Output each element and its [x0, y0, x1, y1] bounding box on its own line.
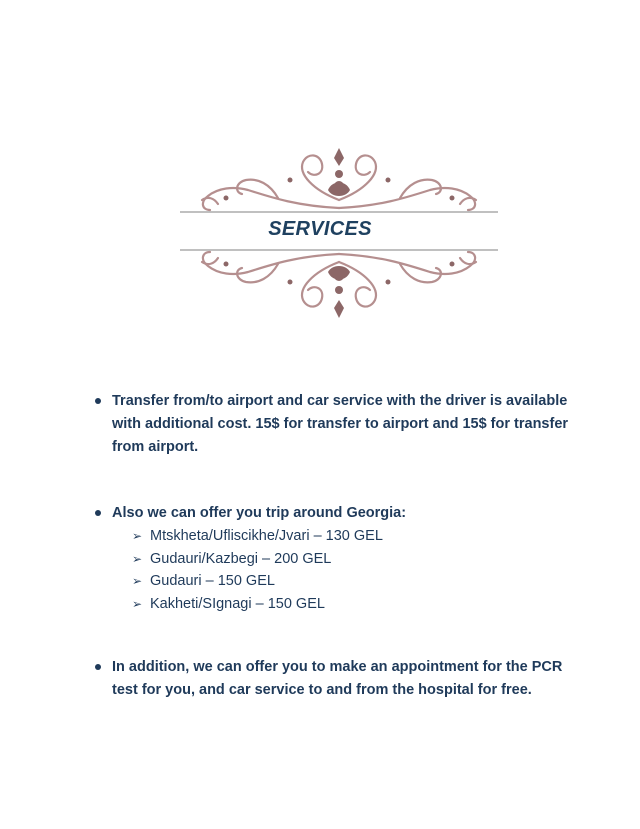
service-transfer-text: Transfer from/to airport and car service with the driver is available with additional cost. 15$ for transfer to airport and 15$ for transfer from airport. [112, 393, 569, 455]
list-item [92, 656, 572, 702]
arrow-bullet-icon: ➢ [132, 596, 143, 611]
list-item [92, 390, 572, 459]
trip-list [112, 525, 406, 615]
trip-item: ➢ Mtskheta/Ufliscikhe/Jvari – 130 GEL [112, 525, 406, 548]
bullet-icon [95, 398, 101, 404]
list-item [92, 502, 406, 615]
trip-item: ➢ Kakheti/SIgnagi – 150 GEL [112, 593, 406, 616]
arrow-bullet-icon: ➢ [132, 574, 143, 588]
page-title: SERVICES [268, 218, 372, 240]
trip-item: ➢ Gudauri/Kazbegi – 200 GEL [112, 548, 406, 571]
service-trips-text: Also we can offer you trip around Georgia: [112, 505, 407, 521]
arrow-bullet-icon: ➢ [132, 529, 143, 543]
trip-item: ➢ Gudauri – 150 GEL [112, 570, 406, 593]
arrow-bullet-icon: ➢ [132, 551, 143, 566]
bullet-icon [95, 664, 101, 670]
service-pcr-text: In addition, we can offer you to make an appointment for the PCR test for you, and car service to and from the hospital for free. [112, 659, 563, 698]
bullet-icon [95, 510, 101, 516]
